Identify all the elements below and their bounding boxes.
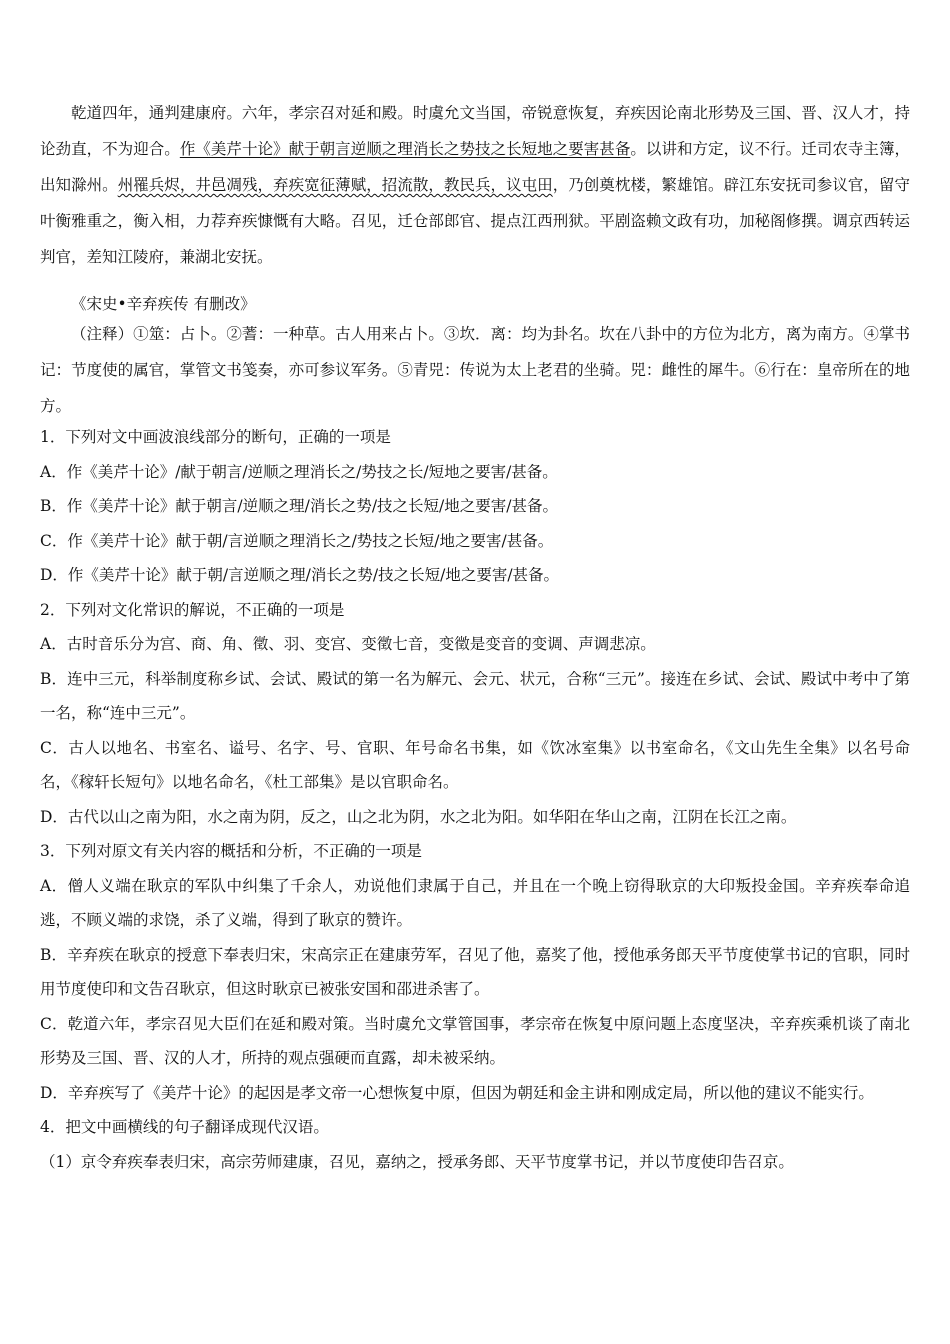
passage-text: 乾道四年，通判建康府。六年，孝宗召对延和殿。时虞允文当国，帝锐意恢复，弃疾因论南北形势及三国、晋、汉人才，持论劲直，不为迎合。 — [40, 104, 910, 158]
wavy-underlined-section: 州罹兵烬，井邑凋残，弃疾宽征薄赋，招流散，教民兵，议屯田 — [117, 176, 553, 194]
option-c: C．古人以地名、书室名、谥号、名字、号、官职、年号命名书集，如《饮冰室集》以书室命名，《文山先生全集》以名号命名，《稼轩长短句》以地名命名，《杜工部集》是以官职命名。 — [40, 738, 910, 791]
option-b: B．辛弃疾在耿京的授意下奉表归宋，宋高宗正在建康劳军，召见了他，嘉奖了他，授他承务郎天平节度使掌书记的官职，同时用节度使印和文告召耿京，但这时耿京已被张安国和邵进杀害了。 — [40, 945, 910, 998]
question-stem: 3．下列对原文有关内容的概括和分析，不正确的一项是 — [40, 842, 422, 860]
passage-text: ，乃创奠枕楼，繁雄馆。辟江东安抚司参议官，留守叶衡雅重之，衡入相，力荐弃疾慷慨有大略。召见，迁仓部郎官、提点江西刑狱。平剧盗赖文政有功，加秘阁修撰。调京西转运判官，差知江陵府，兼湖北安抚。 — [40, 176, 910, 266]
underlined-sentence: 作《美芹十论》献于朝言逆顺之理消长之势技之长短地之要害甚备 — [179, 140, 631, 158]
annotation-notes: （注释）①筮：占卜。②蓍：一种草。古人用来占卜。③坎．离：均为卦名。坎在八卦中的方位为北方，离为南方。④掌书记：节度使的属官，掌管文书笺奏，亦可参议军务。⑤青兕：传说为太上老君的坐骑。兕：雌性的犀牛。⑥行在：皇帝所在的地方。 — [40, 325, 910, 415]
passage-paragraph — [40, 95, 910, 275]
question-stem: 2．下列对文化常识的解说，不正确的一项是 — [40, 600, 345, 619]
option-b: B．作《美芹十论》献于朝言/逆顺之理/消长之势/技之长短/地之要害/甚备。 — [40, 497, 559, 515]
option-b: B．连中三元，科举制度称乡试、会试、殿试的第一名为解元、会元、状元，合称“三元”。接连在乡试、会试、殿试中考中了第一名，称“连中三元”。 — [40, 669, 910, 722]
option-a: A．作《美芹十论》/献于朝言/逆顺之理消长之/势技之长/短地之要害/甚备。 — [40, 462, 558, 481]
question-stem: 4．把文中画横线的句子翻译成现代汉语。 — [40, 1118, 329, 1136]
option-d: D．古代以山之南为阳，水之南为阴，反之，山之北为阴，水之北为阳。如华阳在华山之南，江阴在长江之南。 — [40, 807, 797, 826]
translation-item: （1）京令弃疾奉表归宋，高宗劳师建康，召见，嘉纳之，授承务郎、天平节度掌书记，并以节度使印告召京。 — [40, 1152, 794, 1171]
option-d: D．作《美芹十论》献于朝/言逆顺之理/消长之势/技之长短/地之要害/甚备。 — [40, 566, 560, 584]
option-c: C．乾道六年，孝宗召见大臣们在延和殿对策。当时虞允文掌管国事，孝宗帝在恢复中原问题上态度坚决，辛弃疾乘机谈了南北形势及三国、晋、汉的人才，所持的观点强硬而直露，却未被采纳。 — [40, 1014, 910, 1067]
question-list — [40, 420, 910, 1179]
option-a: A．僧人义端在耿京的军队中纠集了千余人，劝说他们隶属于自己，并且在一个晚上窃得耿京的大印叛投金国。辛弃疾奉命追逃，不顾义端的求饶，杀了义端，得到了耿京的赞许。 — [40, 876, 910, 929]
question-stem: 1．下列对文中画波浪线部分的断句，正确的一项是 — [40, 428, 391, 446]
source-citation: 《宋史•辛弃疾传 有删改》 — [71, 295, 256, 313]
option-a: A．古时音乐分为宫、商、角、徵、羽、变宫、变徵七音，变徵是变音的变调、声调悲凉。 — [40, 635, 656, 653]
passage-text: 。以讲和方定，议不行。迁司农寺主簿，出知滁州。 — [40, 140, 910, 194]
option-c: C．作《美芹十论》献于朝/言逆顺之理消长之/势技之长短/地之要害/甚备。 — [40, 531, 554, 550]
option-d: D．辛弃疾写了《美芹十论》的起因是孝文帝一心想恢复中原，但因为朝廷和金主讲和刚成定局，所以他的建议不能实行。 — [40, 1083, 874, 1102]
